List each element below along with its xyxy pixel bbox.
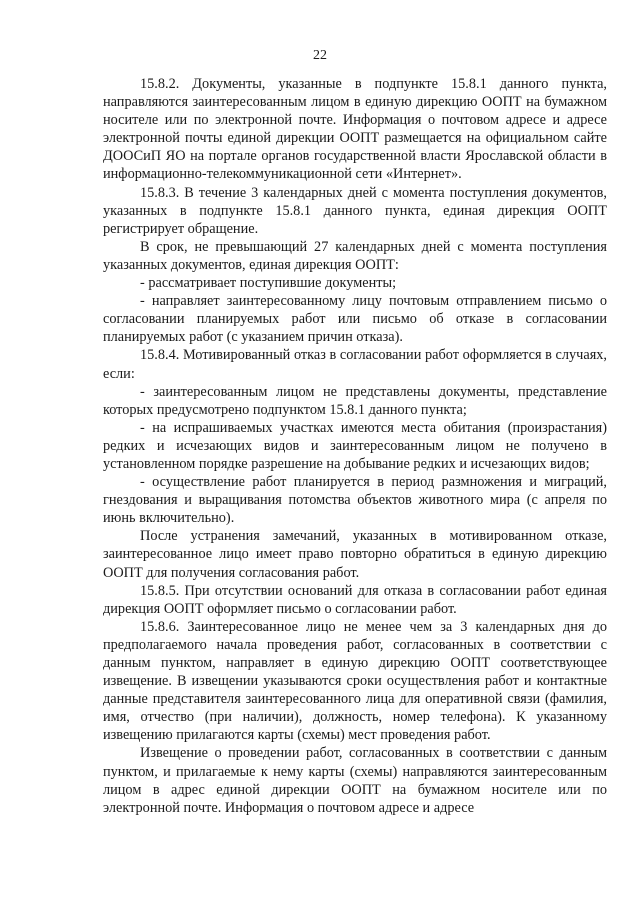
list-item-documents-missing: - заинтересованным лицом не представлены документы, представление которых предусмотрено подпунктом 15.8.1 данного пункта; [103, 383, 607, 418]
paragraph-15-8-5: 15.8.5. При отсутствии оснований для отказа в согласовании работ единая дирекция ООПТ оформляет письмо о согласовании работ. [103, 582, 607, 617]
paragraph-15-8-4: 15.8.4. Мотивированный отказ в согласовании работ оформляется в случаях, если: [103, 347, 607, 382]
paragraph-review-period: В срок, не превышающий 27 календарных дней с момента поступления указанных документов, единая дирекция ООПТ: [103, 238, 607, 273]
paragraph-15-8-2: 15.8.2. Документы, указанные в подпункте 15.8.1 данного пункта, направляются заинтересованным лицом в единую дирекцию ООПТ на бумажном носителе или по электронной почте. Информация о почтовом адресе и адресе электронной почты единой дирекции ООПТ размещается на официальном сайте ДООСиП ЯО на портале органов государственной власти Ярославской области в информационно-телекоммуникационной сети «Интернет». [103, 76, 607, 183]
paragraph-resubmission: После устранения замечаний, указанных в мотивированном отказе, заинтересованное лицо имеет право повторно обратиться в единую дирекцию ООПТ для получения согласования работ. [103, 528, 607, 581]
list-item-rare-species-habitat: - на испрашиваемых участках имеются места обитания (произрастания) редких и исчезающих видов и заинтересованным лицом не получено в установленном порядке разрешение на добывание редких и исчезающих видов; [103, 419, 607, 472]
paragraph-15-8-6: 15.8.6. Заинтересованное лицо не менее чем за 3 календарных дня до предполагаемого начала проведения работ, согласованных в соответствии с данным пунктом, направляет в единую дирекцию ООПТ соответствующее извещение. В извещении указываются сроки осуществления работ и контактные данные представителя заинтересованного лица для оперативной связи (фамилия, имя, отчество (при наличии), должность, номер телефона). К указанному извещению прилагаются карты (схемы) мест проведения работ. [103, 618, 607, 744]
paragraph-notice-submission: Извещение о проведении работ, согласованных в соответствии с данным пунктом, и прилагаемые к нему карты (схемы) направляются заинтересованным лицом в адрес единой дирекции ООПТ на бумажном носителе или по электронной почте. Информация о почтовом адресе и адресе [103, 745, 607, 816]
page-number: 22 [313, 48, 327, 63]
document-body [103, 75, 607, 817]
paragraph-15-8-3: 15.8.3. В течение 3 календарных дней с момента поступления документов, указанных в подпункте 15.8.1 данного пункта, единая дирекция ООПТ регистрирует обращение. [103, 184, 607, 237]
list-item-review-documents: - рассматривает поступившие документы; [140, 275, 397, 292]
list-item-breeding-period: - осуществление работ планируется в период размножения и миграций, гнездования и выращивания потомства объектов животного мира (с апреля по июнь включительно). [103, 474, 607, 527]
list-item-send-letter: - направляет заинтересованному лицу почтовым отправлением письмо о согласовании планируемых работ или письмо об отказе в согласовании планируемых работ (с указанием причин отказа). [103, 293, 607, 346]
